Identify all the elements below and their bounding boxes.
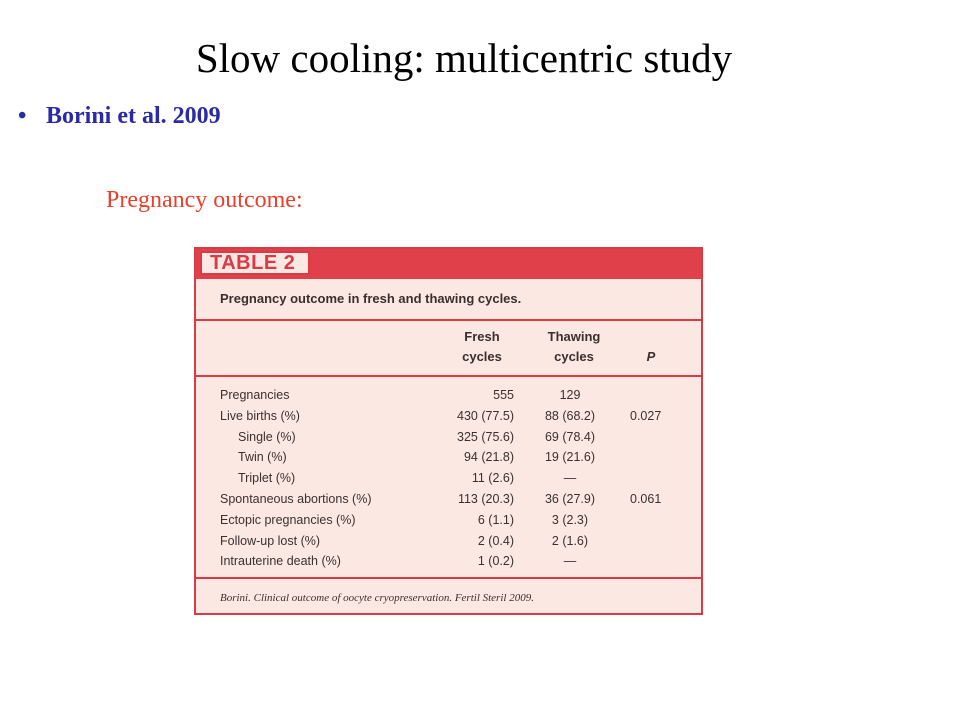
row-label: Follow-up lost (%) [220, 533, 321, 548]
thawing-cycles-value: 3 (2.3) [551, 512, 589, 527]
row-label: Single (%) [238, 429, 296, 444]
table-header-bar [196, 249, 701, 279]
row-label: Intrauterine death (%) [220, 554, 341, 569]
table-body [196, 385, 701, 572]
row-label: Spontaneous abortions (%) [220, 491, 372, 506]
table-row [196, 468, 701, 489]
bullet-citation [18, 103, 221, 130]
table-row [196, 531, 701, 552]
thawing-cycles-value: — [563, 471, 577, 486]
section-subtitle: Pregnancy outcome: [106, 187, 303, 213]
slide-title: Slow cooling: multicentric study [195, 35, 733, 81]
column-header-thawing: Thawing cycles [547, 329, 601, 364]
column-header-fresh: Fresh cycles [462, 329, 502, 364]
table-row [196, 385, 701, 406]
row-label: Triplet (%) [238, 471, 296, 486]
fresh-cycles-value: 325 (75.6) [457, 429, 514, 444]
fresh-cycles-value: 430 (77.5) [457, 408, 514, 423]
table-row [196, 510, 701, 531]
fresh-cycles-value: 1 (0.2) [477, 554, 514, 569]
thawing-cycles-value: 69 (78.4) [544, 429, 596, 444]
table-row [196, 447, 701, 468]
fresh-cycles-value: 11 (2.6) [471, 471, 514, 486]
table-footnote: Borini. Clinical outcome of oocyte cryopreservation. Fertil Steril 2009. [220, 592, 534, 604]
table-row [196, 406, 701, 427]
fresh-cycles-value: 2 (0.4) [477, 533, 514, 548]
row-label: Ectopic pregnancies (%) [220, 512, 356, 527]
divider-line [196, 319, 701, 321]
fresh-cycles-value: 94 (21.8) [463, 450, 514, 465]
table-row [196, 551, 701, 572]
p-value: 0.061 [630, 491, 662, 506]
table-row [196, 427, 701, 448]
pregnancy-outcome-table [194, 247, 703, 615]
row-label: Twin (%) [238, 450, 287, 465]
thawing-cycles-value: 19 (21.6) [544, 450, 596, 465]
row-label: Pregnancies [220, 388, 290, 402]
fresh-cycles-value: 6 (1.1) [477, 512, 514, 527]
thawing-cycles-value: 36 (27.9) [544, 491, 596, 506]
table-caption: Pregnancy outcome in fresh and thawing cycles. [220, 291, 522, 306]
column-header-p: P [646, 349, 656, 364]
bullet-point-icon: • [18, 103, 27, 129]
fresh-cycles-value: 113 (20.3) [457, 491, 514, 506]
divider-line [196, 577, 701, 579]
table-number-tag: TABLE 2 [200, 251, 310, 275]
fresh-cycles-value: 555 [493, 388, 514, 402]
divider-line [196, 375, 701, 377]
thawing-cycles-value: 2 (1.6) [551, 533, 589, 548]
thawing-cycles-value: — [563, 554, 577, 569]
row-label: Live births (%) [220, 408, 300, 423]
table-row [196, 489, 701, 510]
citation-text: Borini et al. 2009 [46, 103, 221, 129]
thawing-cycles-value: 88 (68.2) [544, 408, 596, 423]
p-value: 0.027 [630, 408, 662, 423]
thawing-cycles-value: 129 [559, 388, 581, 402]
